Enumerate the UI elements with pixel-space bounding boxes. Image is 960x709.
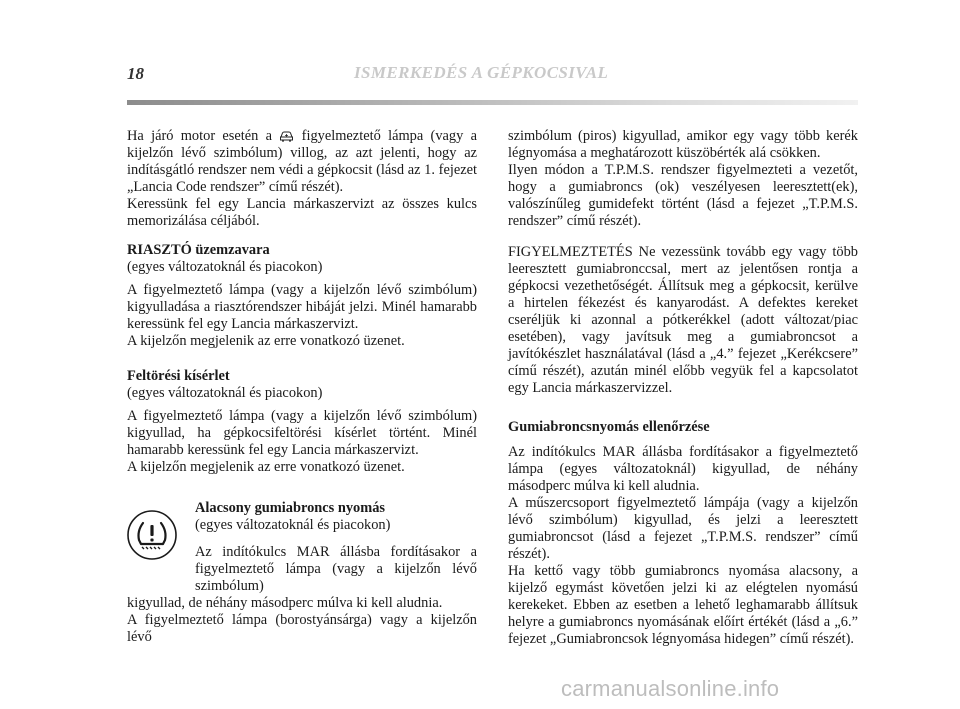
continuation-text-2: Ilyen módon a T.P.M.S. rendszer figyelmezteti a vezetőt, hogy a gumiabroncs (ok) veszélyesen leeresztett(ek), valószínűleg gumidefekt történt (lásd a fejezet „T.P.M.S. rendszer” című részét). — [508, 162, 858, 229]
running-title: ISMERKEDÉS A GÉPKOCSIVAL — [354, 63, 609, 82]
intro-paragraph-2: Keressünk fel egy Lancia márkaszervizt az összes kulcs memorizálása céljából. — [127, 196, 477, 229]
intro-paragraph: Ha járó motor esetén a figyelmeztető lámpa (vagy a kijelzőn lévő szimbólum) villog, az azt jelenti, hogy az indításgátló rendszer nem védi a gépkocsit (lásd az 1. fejezet „Lancia Code rendszer” című részét). — [127, 128, 477, 195]
tpms-text-full-1: kigyullad, de néhány másodperc múlva ki kell aludnia. — [127, 595, 443, 611]
pressure-check-text-1: Az indítókulcs MAR állásba fordításakor a figyelmeztető lámpa (egyes változatoknál) kigyullad, de néhány másodperc múlva ki kell aludnia. — [508, 444, 858, 494]
tpms-section — [127, 500, 477, 646]
header-rule — [127, 100, 858, 105]
breakin-text-1: A figyelmeztető lámpa (vagy a kijelzőn lévő szimbólum) kigyullad, ha gépkocsifeltörési kísérlet történt. Minél hamarabb keressünk fel egy Lancia márkaszervizt. — [127, 408, 477, 458]
page-header — [0, 0, 960, 110]
alarm-title: RIASZTÓ üzemzavara — [127, 242, 270, 258]
tpms-subtitle: (egyes változatoknál és piacokon) — [195, 517, 391, 533]
pressure-check-title: Gumiabroncsnyomás ellenőrzése — [508, 419, 710, 435]
breakin-subtitle: (egyes változatoknál és piacokon) — [127, 385, 323, 401]
left-column — [127, 128, 477, 476]
breakin-title: Feltörési kísérlet — [127, 368, 230, 384]
right-column — [508, 128, 858, 648]
tpms-tire-pressure-icon — [127, 510, 177, 560]
continuation-text-1: szimbólum (piros) kigyullad, amikor egy vagy több kerék légnyomása a meghatározott küszöbérték alá csökken. — [508, 128, 858, 161]
pressure-check-text-3: Ha kettő vagy több gumiabroncs nyomása alacsony, a kijelző egymást követően jelzi ki az elégtelen nyomású kerekeket. Ebben az esetben a lehető leghamarabb állítsuk helyre a gumiabroncs nyomásának előírt értékét (lásd a „6.” fejezet „Gumiabroncsok légnyomása hidegen” című részét). — [508, 563, 858, 647]
alarm-text-1: A figyelmeztető lámpa (vagy a kijelzőn lévő szimbólum) kigyulladása a riasztórendszer hibáját jelzi. Minél hamarabb keressünk fel egy Lancia márkaszervizt. — [127, 282, 477, 332]
warning-text: FIGYELMEZTETÉS Ne vezessünk tovább egy vagy több leeresztett gumiabronccsal, mert az jelentősen rontja a gépkocsi vezethetőségét. Állítsuk meg a gépkocsit, kerülve a hirtelen fékezést és kanyarodást. A defektes kereket cseréljük ki azonnal a pótkerékkel (adott változat/piac esetében), vagy javítsuk meg a gumiabroncsot a javítókészlet használatával (lásd a „4.” fejezet „Kerékcsere” című részét), azután minél előbb vegyük fel a kapcsolatot egy Lancia márkaszervizzel. — [508, 244, 858, 396]
alarm-text-2: A kijelzőn megjelenik az erre vonatkozó üzenet. — [127, 333, 405, 349]
page-number: 18 — [127, 64, 144, 83]
pressure-check-text-2: A műszercsoport figyelmeztető lámpája (vagy a kijelzőn lévő szimbólum) kigyullad, és jelzi a leeresztett gumiabroncsot (lásd a fejezet „T.P.M.S. rendszer” című részét). — [508, 495, 858, 562]
immobilizer-car-icon — [279, 129, 294, 142]
tpms-text-indented: Az indítókulcs MAR állásba fordításakor a figyelmeztető lámpa (vagy a kijelzőn lévő szimbólum) — [195, 544, 477, 594]
tpms-title: Alacsony gumiabroncs nyomás — [195, 500, 386, 516]
tpms-text-full-2: A figyelmeztető lámpa (borostyánsárga) vagy a kijelzőn lévő — [127, 612, 477, 645]
alarm-subtitle: (egyes változatoknál és piacokon) — [127, 259, 323, 275]
watermark: carmanualsonline.info — [561, 676, 780, 701]
breakin-text-2: A kijelzőn megjelenik az erre vonatkozó üzenet. — [127, 459, 405, 475]
